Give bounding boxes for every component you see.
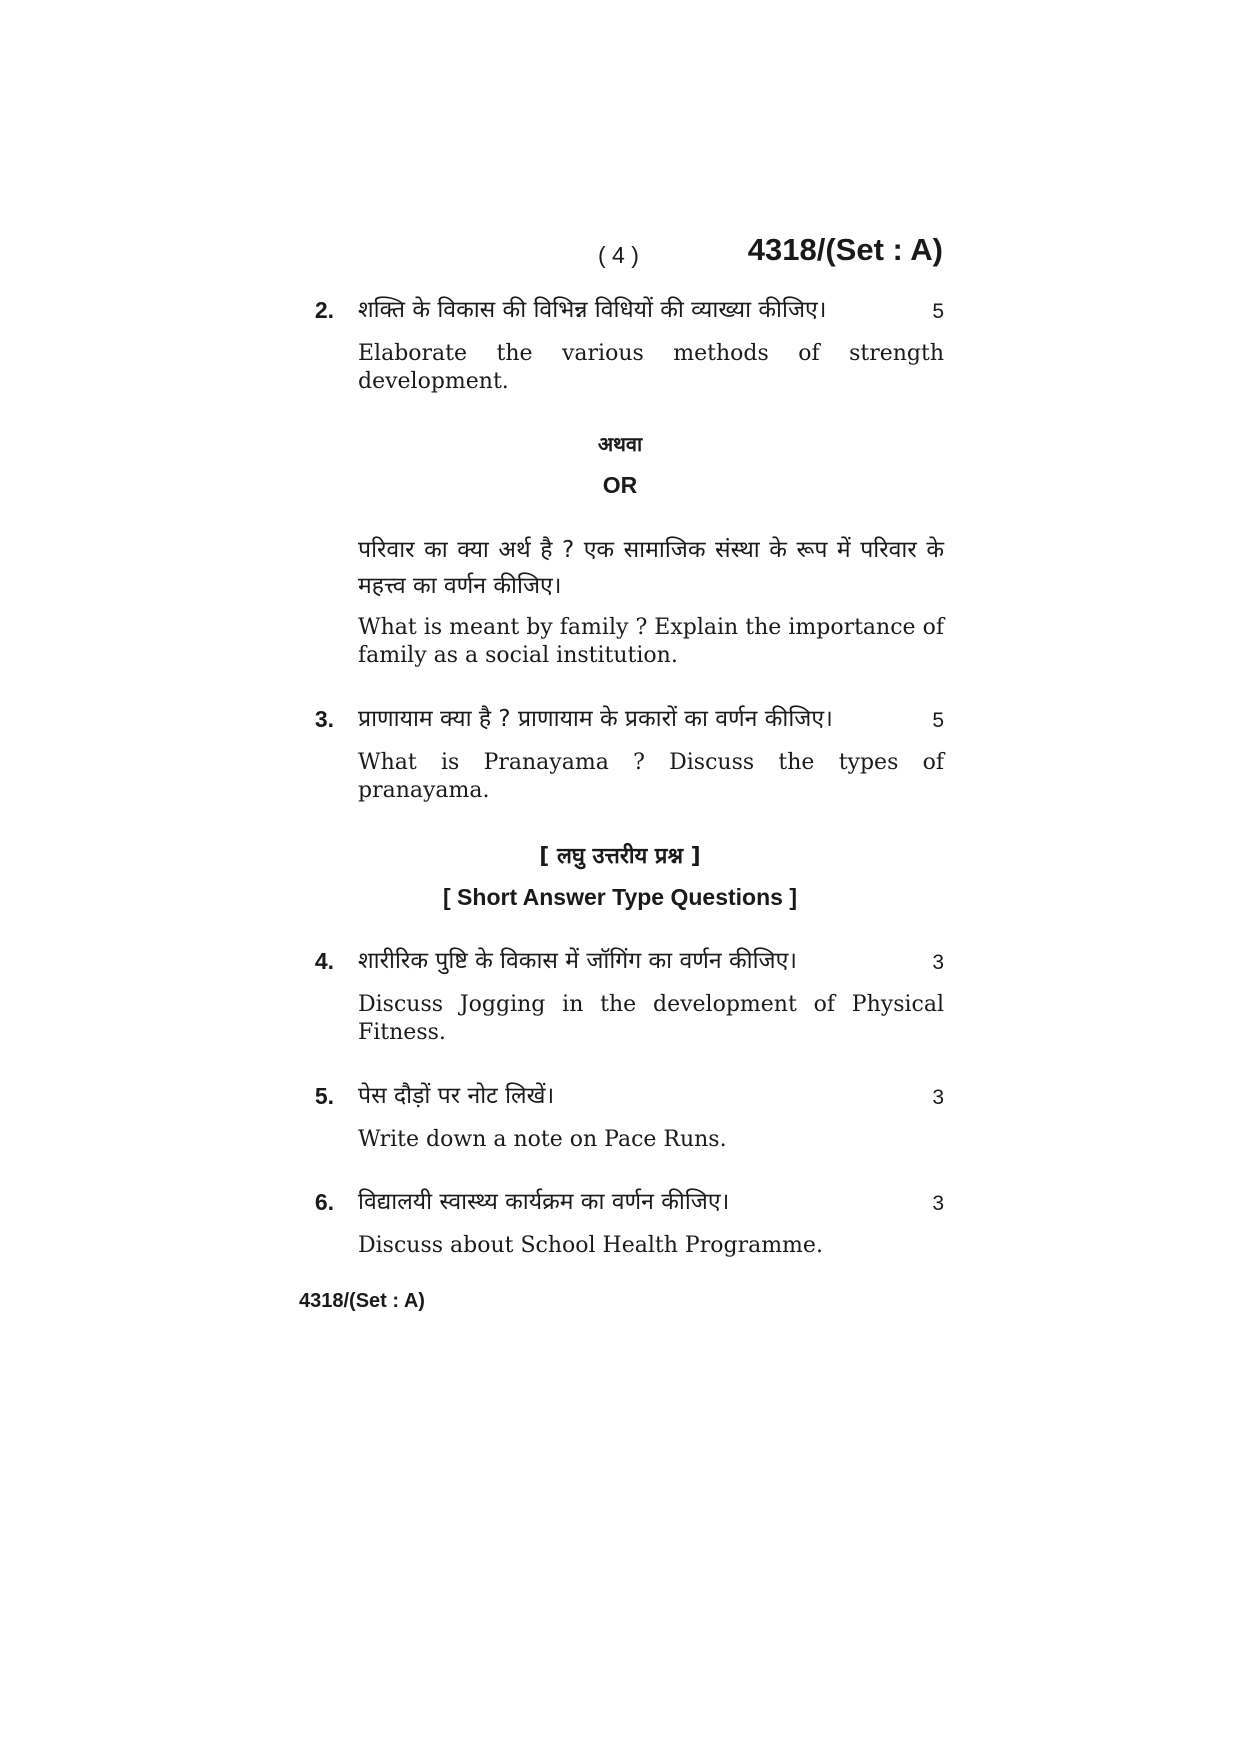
- question-hindi-text: पेस दौड़ों पर नोट लिखें।: [358, 1083, 555, 1109]
- footer-paper-code: 4318/(Set : A): [299, 1290, 425, 1312]
- page-number: ( 4 ): [598, 242, 639, 268]
- question-number: 5.: [314, 1083, 334, 1109]
- question-english-text: Discuss about School Health Programme.: [358, 1233, 823, 1258]
- section-heading-english: [ Short Answer Type Questions ]: [443, 884, 797, 910]
- question-hindi-text: प्राणायाम क्या है ? प्राणायाम के प्रकारों का वर्णन कीजिए।: [358, 706, 833, 732]
- question-english-text: Discuss Jogging in the development of Physical Fitness.: [358, 992, 944, 1045]
- page-header: [598, 232, 943, 276]
- question-number: 3.: [314, 706, 334, 732]
- question-english-text: Elaborate the various methods of strength development.: [358, 341, 944, 394]
- question-marks: 5: [932, 709, 944, 732]
- section-heading-hindi: [ लघु उत्तरीय प्रश्न ]: [539, 844, 701, 869]
- question-hindi-text: विद्यालयी स्वास्थ्य कार्यक्रम का वर्णन कीजिए।: [358, 1189, 730, 1215]
- question-english-text: What is Pranayama ? Discuss the types of pranayama.: [358, 750, 944, 803]
- question-number: 2.: [314, 297, 334, 323]
- question-hindi-text: शक्ति के विकास की विभिन्न विधियों की व्याख्या कीजिए।: [358, 297, 827, 323]
- question-number: 4.: [314, 948, 334, 974]
- question-english-text: What is meant by family ? Explain the importance of family as a social institution.: [358, 615, 944, 668]
- question-number: 6.: [314, 1189, 334, 1215]
- question-marks: 3: [932, 1192, 944, 1215]
- paper-code: 4318/(Set : A): [747, 232, 943, 267]
- or-separator-english: OR: [602, 472, 638, 498]
- or-separator-hindi: अथवा: [597, 432, 643, 456]
- question-hindi-text: शारीरिक पुष्टि के विकास में जॉगिंग का वर्णन कीजिए।: [358, 948, 798, 974]
- question-english-text: Write down a note on Pace Runs.: [358, 1127, 727, 1152]
- question-marks: 3: [932, 951, 944, 974]
- question-marks: 5: [932, 300, 944, 323]
- question-marks: 3: [932, 1086, 944, 1109]
- question-hindi-text: परिवार का क्या अर्थ है ? एक सामाजिक संस्था के रूप में परिवार के महत्त्व का वर्णन कीजिए।: [358, 537, 944, 599]
